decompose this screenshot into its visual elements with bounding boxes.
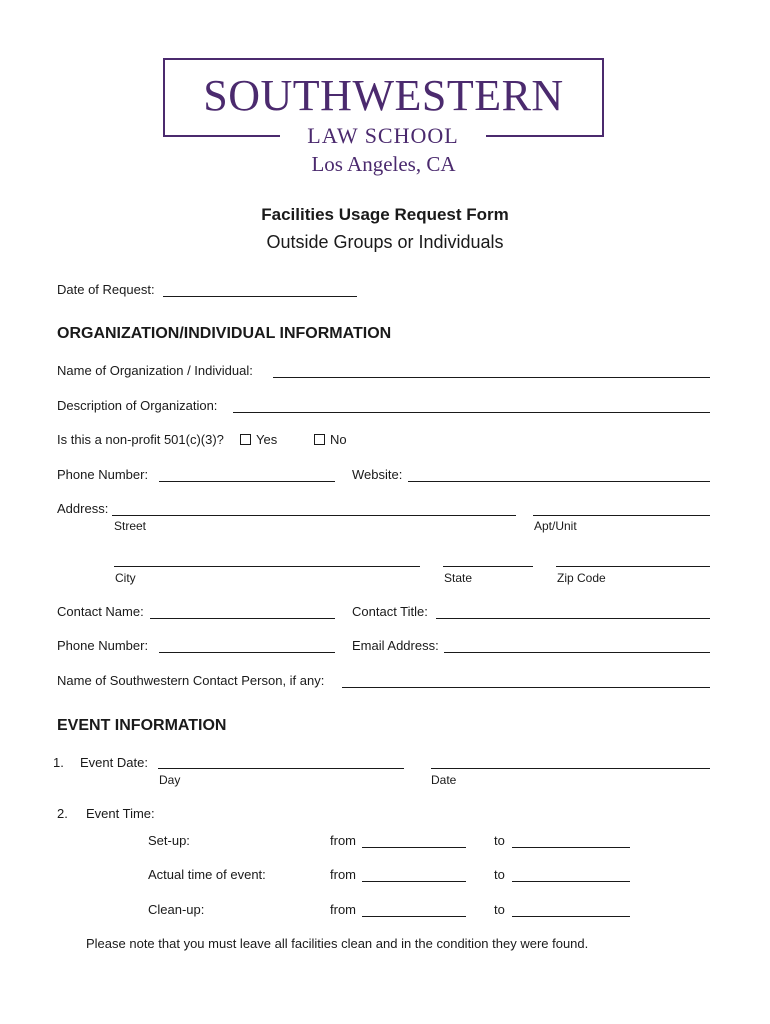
day-caption: Day bbox=[159, 773, 181, 787]
cleanup-from-field[interactable] bbox=[362, 916, 466, 917]
item1-number: 1. bbox=[53, 755, 64, 770]
form-title: Facilities Usage Request Form bbox=[261, 205, 509, 224]
event-time-label: Event Time: bbox=[86, 806, 155, 821]
cleanup-label: Clean-up: bbox=[148, 902, 205, 917]
contact-title-field[interactable] bbox=[436, 618, 710, 619]
no-checkbox[interactable] bbox=[314, 434, 325, 445]
no-label: No bbox=[330, 432, 347, 447]
actual-from-label: from bbox=[330, 867, 356, 882]
email-label: Email Address: bbox=[352, 638, 439, 653]
org-section-heading: ORGANIZATION/INDIVIDUAL INFORMATION bbox=[57, 325, 392, 342]
phone-label: Phone Number: bbox=[57, 467, 149, 482]
form-subtitle: Outside Groups or Individuals bbox=[266, 232, 504, 252]
apt-field[interactable] bbox=[533, 515, 710, 516]
email-field[interactable] bbox=[444, 652, 710, 653]
date-of-request-field[interactable] bbox=[163, 296, 357, 297]
city-field[interactable] bbox=[114, 566, 420, 567]
contact-name-label: Contact Name: bbox=[57, 604, 144, 619]
website-field[interactable] bbox=[408, 481, 710, 482]
nonprofit-no-option[interactable] bbox=[314, 432, 347, 447]
setup-to-label: to bbox=[494, 833, 505, 848]
actual-from-field[interactable] bbox=[362, 881, 466, 882]
actual-to-label: to bbox=[494, 867, 505, 882]
nonprofit-label: Is this a non-profit 501(c)(3)? bbox=[57, 432, 224, 447]
logo-name: SOUTHWESTERN bbox=[203, 71, 564, 120]
date-caption: Date bbox=[431, 773, 457, 787]
apt-caption: Apt/Unit bbox=[534, 519, 577, 533]
event-day-field[interactable] bbox=[158, 768, 404, 769]
cleanliness-note: Please note that you must leave all facilities clean and in the condition they were found. bbox=[86, 936, 589, 951]
item2-number: 2. bbox=[57, 806, 68, 821]
phone-field[interactable] bbox=[159, 481, 335, 482]
actual-time-label: Actual time of event: bbox=[148, 867, 266, 882]
sw-contact-field[interactable] bbox=[342, 687, 710, 688]
cleanup-to-label: to bbox=[494, 902, 505, 917]
website-label: Website: bbox=[352, 467, 403, 482]
cleanup-to-field[interactable] bbox=[512, 916, 630, 917]
yes-label: Yes bbox=[256, 432, 278, 447]
contact-name-field[interactable] bbox=[150, 618, 335, 619]
org-description-field[interactable] bbox=[233, 412, 710, 413]
city-caption: City bbox=[115, 571, 136, 585]
address-label: Address: bbox=[57, 501, 109, 516]
street-field[interactable] bbox=[112, 515, 516, 516]
org-name-field[interactable] bbox=[273, 377, 710, 378]
setup-label: Set-up: bbox=[148, 833, 190, 848]
nonprofit-yes-option[interactable] bbox=[240, 432, 277, 447]
phone2-field[interactable] bbox=[159, 652, 335, 653]
phone2-label: Phone Number: bbox=[57, 638, 149, 653]
state-field[interactable] bbox=[443, 566, 533, 567]
logo-location: Los Angeles, CA bbox=[311, 152, 456, 176]
street-caption: Street bbox=[114, 519, 147, 533]
event-date-label: Event Date: bbox=[80, 755, 148, 770]
cleanup-from-label: from bbox=[330, 902, 356, 917]
event-date-field[interactable] bbox=[431, 768, 710, 769]
org-name-label: Name of Organization / Individual: bbox=[57, 363, 253, 378]
sw-contact-label: Name of Southwestern Contact Person, if any: bbox=[57, 673, 325, 688]
zip-field[interactable] bbox=[556, 566, 710, 567]
setup-from-field[interactable] bbox=[362, 847, 466, 848]
contact-title-label: Contact Title: bbox=[352, 604, 428, 619]
setup-from-label: from bbox=[330, 833, 356, 848]
actual-to-field[interactable] bbox=[512, 881, 630, 882]
setup-to-field[interactable] bbox=[512, 847, 630, 848]
org-description-label: Description of Organization: bbox=[57, 398, 218, 413]
state-caption: State bbox=[444, 571, 473, 585]
logo-school: LAW SCHOOL bbox=[280, 122, 486, 150]
date-of-request-label: Date of Request: bbox=[57, 282, 155, 297]
event-section-heading: EVENT INFORMATION bbox=[57, 717, 227, 734]
zip-caption: Zip Code bbox=[557, 571, 606, 585]
yes-checkbox[interactable] bbox=[240, 434, 251, 445]
